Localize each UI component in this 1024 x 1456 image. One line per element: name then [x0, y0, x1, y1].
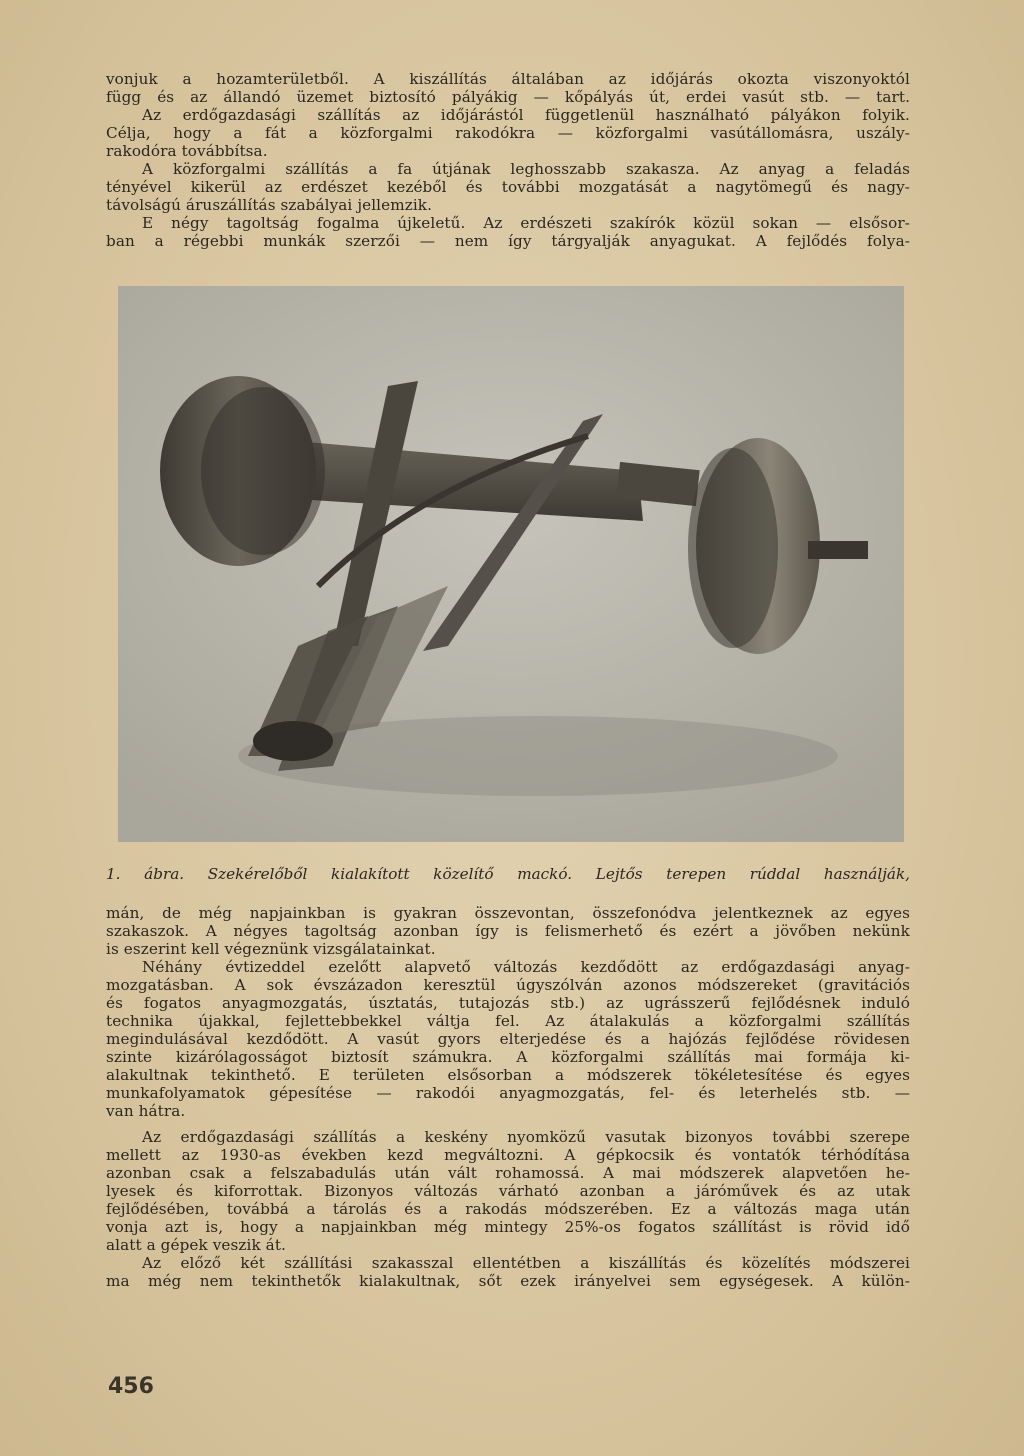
text-line: lyesek és kiforrottak. Bizonyos változás várható azonban a járóművek és az utak — [106, 1182, 910, 1200]
text-line: megindulásával kezdődött. A vasút gyors elterjedése és a hajózás fejlődése rövidesen — [106, 1030, 910, 1048]
text-line: van hátra. — [106, 1102, 186, 1120]
text-line: Az erdőgazdasági szállítás a keskény nyomközű vasutak bizonyos további szerepe — [142, 1128, 910, 1146]
text-line: vonja azt is, hogy a napjainkban még mintegy 25%-os fogatos szállítást is rövid idő — [106, 1218, 910, 1236]
text-line: Az erdőgazdasági szállítás az időjárástól függetlenül használható pályákon folyik. — [142, 106, 910, 124]
text-line: tényével kikerül az erdészet kezéből és további mozgatását a nagytömegű és nagy- — [106, 178, 910, 196]
text-line: Az előző két szállítási szakasszal ellentétben a kiszállítás és közelítés módszerei — [142, 1254, 910, 1272]
text-line: fejlődésében, továbbá a tárolás és a rakodás módszerében. Ez a változás maga után — [106, 1200, 910, 1218]
text-line: szinte kizárólagosságot biztosít számukra. A közforgalmi szállítás mai formája ki- — [106, 1048, 910, 1066]
mackó-photo-illustration — [118, 286, 904, 842]
text-line: mellett az 1930-as években kezd megváltozni. A gépkocsik és vontatók térhódítása — [106, 1146, 910, 1164]
text-line: ban a régebbi munkák szerzői — nem így tárgyalják anyagukat. A fejlődés folya- — [106, 232, 910, 250]
text-line: munkafolyamatok gépesítése — rakodói anyagmozgatás, fel- és leterhelés stb. — — [106, 1084, 910, 1102]
text-line: Célja, hogy a fát a közforgalmi rakodókra — közforgalmi vasútállomásra, uszály- — [106, 124, 910, 142]
text-line: távolságú áruszállítás szabályai jellemzik. — [106, 196, 433, 214]
text-line: mozgatásban. A sok évszázadon keresztül úgyszólván azonos módszereket (gravitációs — [106, 976, 910, 994]
text-line: mán, de még napjainkban is gyakran összevontan, összefonódva jelentkeznek az egyes — [106, 904, 910, 922]
text-line: és fogatos anyagmozgatás, úsztatás, tutajozás stb.) az ugrásszerű fejlődésnek induló — [106, 994, 910, 1012]
text-line: alatt a gépek veszik át. — [106, 1236, 286, 1254]
text-line: szakaszok. A négyes tagoltság azonban így is felismerhető és ezért a jövőben nekünk — [106, 922, 910, 940]
text-line: függ és az állandó üzemet biztosító pályákig — kőpályás út, erdei vasút stb. — tart. — [106, 88, 910, 106]
text-line: rakodóra továbbítsa. — [106, 142, 268, 160]
text-line: E négy tagoltság fogalma újkeletű. Az erdészeti szakírók közül sokan — elsősor- — [142, 214, 910, 232]
text-line: Néhány évtizeddel ezelőtt alapvető változás kezdődött az erdőgazdasági anyag- — [142, 958, 910, 976]
text-line: ma még nem tekinthetők kialakultnak, sőt ezek irányelvei sem egységesek. A külön- — [106, 1272, 910, 1290]
page-number: 456 — [108, 1374, 154, 1399]
top-text-block — [106, 70, 910, 250]
figure-photo — [118, 286, 904, 842]
text-line: vonjuk a hozamterületből. A kiszállítás általában az időjárás okozta viszonyoktól — [106, 70, 910, 88]
text-line: technika újakkal, fejlettebbekkel váltja fel. Az átalakulás a közforgalmi szállítás — [106, 1012, 910, 1030]
text-line: is eszerint kell végeznünk vizsgálatainkat. — [106, 940, 436, 958]
figure-caption: 1. ábra. Szekérelőből kialakított közelítő mackó. Lejtős terepen rúddal használják, — [106, 865, 910, 883]
text-line: A közforgalmi szállítás a fa útjának leghosszabb szakasza. Az anyag a feladás — [142, 160, 910, 178]
text-line: alakultnak tekinthető. E területen elsősorban a módszerek tökéletesítése és egyes — [106, 1066, 910, 1084]
bottom-text-block — [106, 904, 910, 1290]
text-line: azonban csak a felszabadulás után vált rohamossá. A mai módszerek alapvetően he- — [106, 1164, 910, 1182]
